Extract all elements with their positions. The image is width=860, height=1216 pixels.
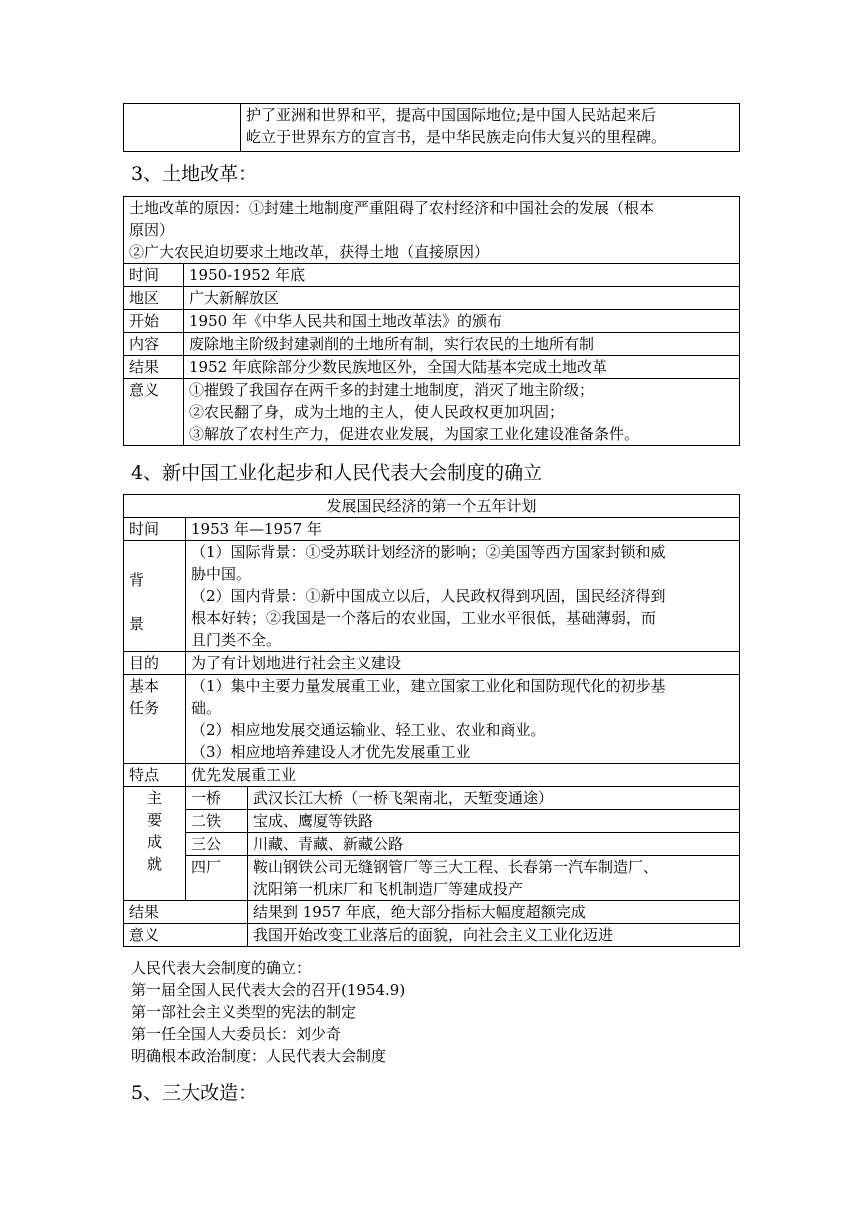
text-line: 鞍山钢铁公司无缝钢管厂等三大工程、长春第一汽车制造厂、: [253, 858, 659, 876]
table-row: [124, 518, 740, 541]
label-char: 景: [129, 614, 145, 633]
text-line: 护了亚洲和世界和平，提高中国国际地位;是中国人民站起来后: [246, 106, 657, 124]
empty-label-cell: [124, 104, 241, 152]
text-line: 原因）: [129, 221, 175, 239]
land-reform-table: [123, 196, 740, 446]
row-label: 结果: [124, 356, 184, 379]
text-line: 第一部社会主义类型的宪法的制定: [131, 1003, 357, 1021]
row-label: 时间: [124, 264, 184, 287]
table-row: [124, 104, 740, 152]
text-line: （1）集中主要力量发展重工业，建立国家工业化和国防现代化的初步基: [191, 677, 666, 695]
label-char: 背: [129, 570, 145, 589]
row-label: 内容: [124, 333, 184, 356]
achievement-label: 一桥: [186, 787, 248, 810]
text-line: 础。: [191, 699, 222, 717]
label-char: 就: [146, 855, 162, 873]
label-char: 主: [146, 789, 162, 807]
table-row: [124, 379, 740, 446]
text-line: ③解放了农村生产力，促进农业发展，为国家工业化建设准备条件。: [189, 425, 640, 443]
label-char: 要: [146, 811, 162, 829]
row-value: 我国开始改变工业落后的面貌，向社会主义工业化迈进: [248, 924, 740, 947]
row-label: 特点: [124, 764, 186, 787]
significance-cell: [241, 104, 740, 152]
label-line: 任务: [129, 699, 160, 717]
achievement-label: 二铁: [186, 810, 248, 833]
text-line: ②农民翻了身，成为土地的主人，使人民政权更加巩固；: [189, 403, 565, 421]
table-row: [124, 356, 740, 379]
table-row: [124, 764, 740, 787]
achievement-value: 武汉长江大桥（一桥飞架南北，天堑变通途）: [248, 787, 740, 810]
row-value: 废除地主阶级封建剥削的土地所有制，实行农民的土地所有制: [184, 333, 740, 356]
background-value: [186, 541, 740, 652]
section-heading-industrialization: 4、新中国工业化起步和人民代表大会制度的确立: [131, 462, 543, 484]
row-value: 广大新解放区: [184, 287, 740, 310]
table-row: [124, 333, 740, 356]
row-label: 结果: [124, 901, 248, 924]
row-label: 时间: [124, 518, 186, 541]
table-row: [124, 833, 740, 856]
background-label: [124, 541, 186, 652]
row-value: 结果到 1957 年底，绝大部分指标大幅度超额完成: [248, 901, 740, 924]
table-row: [124, 495, 740, 518]
text-line: 胁中国。: [191, 565, 252, 583]
achievement-value: 川藏、青藏、新藏公路: [248, 833, 740, 856]
row-label: 开始: [124, 310, 184, 333]
table-row: [124, 287, 740, 310]
row-value: 优先发展重工业: [186, 764, 740, 787]
row-label: 地区: [124, 287, 184, 310]
table-row: [124, 197, 740, 264]
achievement-label: 三公: [186, 833, 248, 856]
text-line: 第一届全国人民代表大会的召开(1954.9): [131, 981, 406, 999]
achievement-label: 四厂: [186, 856, 248, 901]
row-value: 为了有计划地进行社会主义建设: [186, 652, 740, 675]
tasks-label: [124, 675, 186, 764]
text-line: 明确根本政治制度：人民代表大会制度: [131, 1047, 387, 1065]
text-line: ②广大农民迫切要求土地改革，获得土地（直接原因）: [129, 243, 490, 261]
table-row: [124, 675, 740, 764]
text-line: （1）国际背景：①受苏联计划经济的影响；②美国等西方国家封锁和威: [191, 543, 666, 561]
text-line: （3）相应地培养建设人才优先发展重工业: [191, 743, 471, 761]
achievement-value: [248, 856, 740, 901]
label-line: 基本: [129, 677, 160, 695]
text-line: （2）相应地发展交通运输业、轻工业、农业和商业。: [191, 721, 546, 739]
table-row: [124, 924, 740, 947]
row-value: 1950-1952 年底: [184, 264, 740, 287]
row-value: 1953 年—1957 年: [186, 518, 740, 541]
reason-cell: [124, 197, 740, 264]
row-value: 1952 年底除部分少数民族地区外，全国大陆基本完成土地改革: [184, 356, 740, 379]
table-row: [124, 541, 740, 652]
row-label: 目的: [124, 652, 186, 675]
tasks-value: [186, 675, 740, 764]
table-row: [124, 856, 740, 901]
npc-establishment-notes: [131, 957, 405, 1067]
five-year-plan-table: [123, 494, 740, 947]
table-row: [124, 310, 740, 333]
achievement-value: 宝成、鹰厦等铁路: [248, 810, 740, 833]
text-line: 屹立于世界东方的宣言书，是中华民族走向伟大复兴的里程碑。: [246, 128, 667, 146]
section-heading-three-transformations: 5、三大改造：: [131, 1082, 258, 1104]
row-value: 1950 年《中华人民共和国土地改革法》的颁布: [184, 310, 740, 333]
label-char: 成: [146, 833, 162, 851]
text-line: 人民代表大会制度的确立：: [131, 959, 312, 977]
table-row: [124, 901, 740, 924]
table-row: [124, 264, 740, 287]
row-label: 意义: [124, 379, 184, 446]
top-continuation-table: [123, 103, 740, 152]
text-line: 土地改革的原因：①封建土地制度严重阻碍了农村经济和中国社会的发展（根本: [129, 199, 655, 217]
text-line: 第一任全国人大委员长：刘少奇: [131, 1025, 342, 1043]
section-heading-land-reform: 3、土地改革：: [131, 163, 258, 185]
text-line: （2）国内背景：①新中国成立以后，人民政权得到巩固，国民经济得到: [191, 587, 666, 605]
row-value: [184, 379, 740, 446]
table-title: 发展国民经济的第一个五年计划: [124, 495, 740, 518]
table-row: [124, 787, 740, 810]
text-line: 根本好转；②我国是一个落后的农业国，工业水平很低，基础薄弱，而: [191, 609, 657, 627]
text-line: ①摧毁了我国存在两千多的封建土地制度，消灭了地主阶级；: [189, 381, 595, 399]
table-row: [124, 652, 740, 675]
achievements-label: [124, 787, 186, 901]
table-row: [124, 810, 740, 833]
row-label: 意义: [124, 924, 248, 947]
text-line: 沈阳第一机床厂和飞机制造厂等建成投产: [253, 880, 524, 898]
text-line: 且门类不全。: [191, 631, 282, 649]
